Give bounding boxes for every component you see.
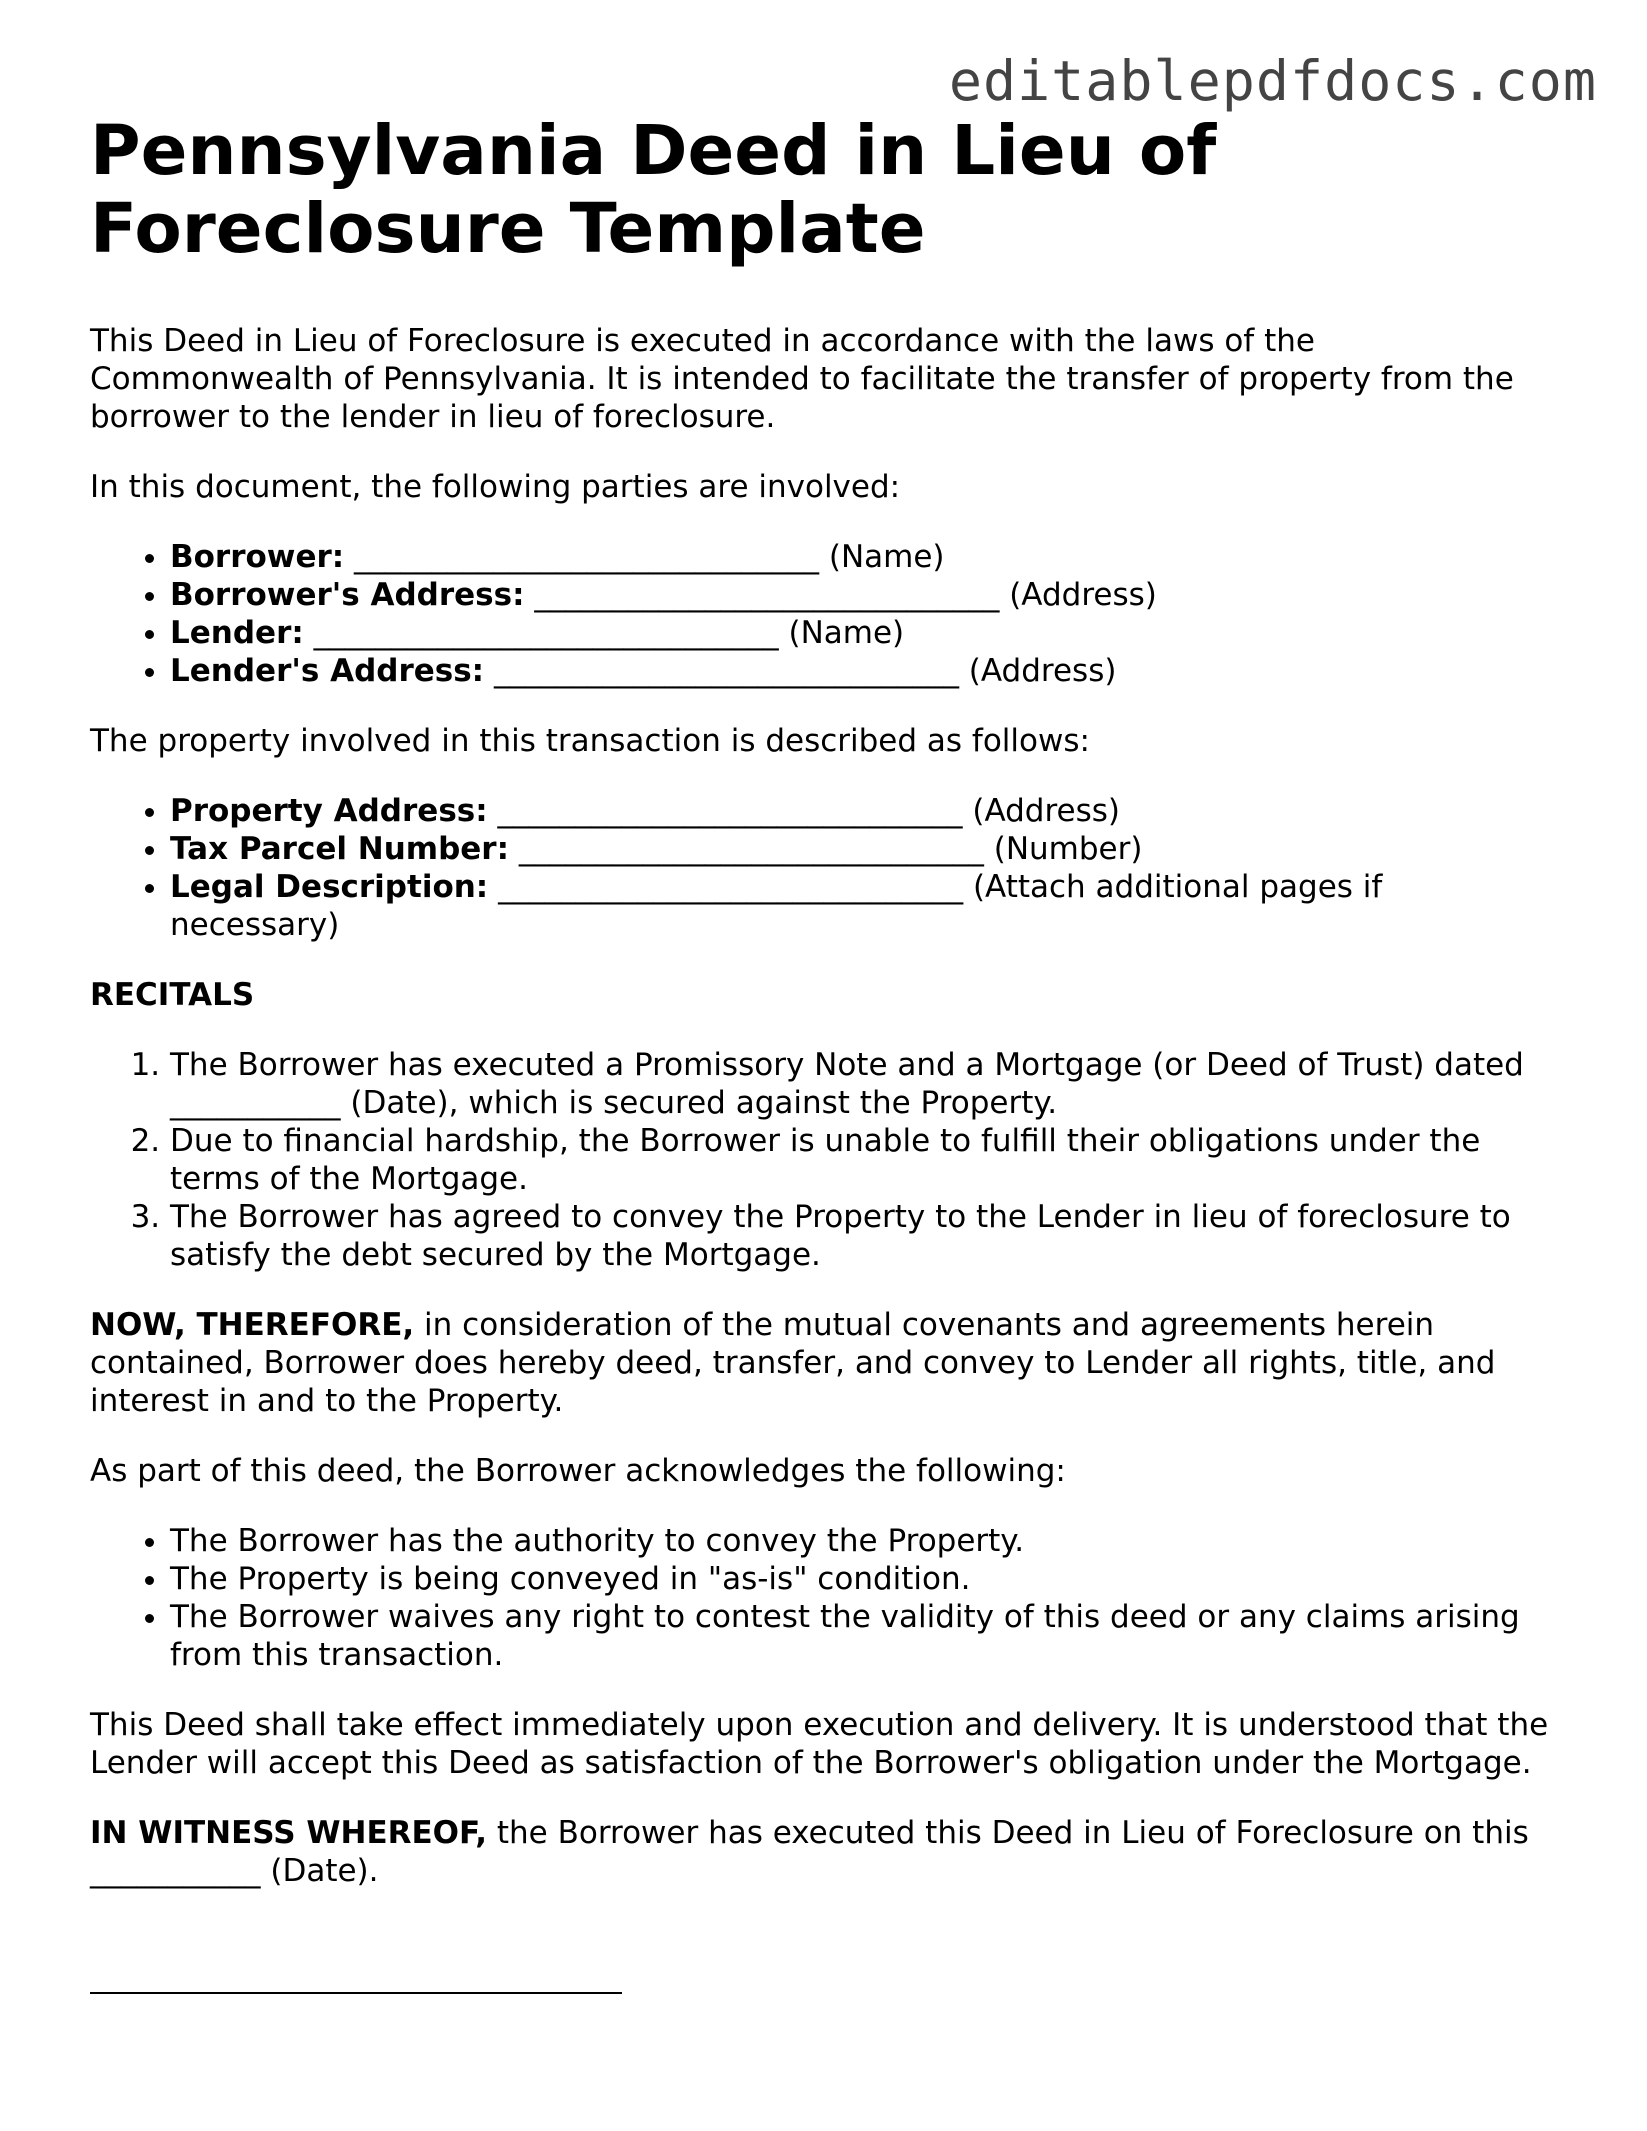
recitals-list	[90, 1046, 1560, 1274]
now-therefore-paragraph	[90, 1306, 1560, 1420]
field-label: Lender:	[170, 615, 304, 651]
field-hint: (Attach additional pages if necessary)	[170, 869, 1383, 943]
field-hint: (Name)	[828, 539, 945, 575]
field-label: Borrower:	[170, 539, 345, 575]
blank-line: ______________________________	[313, 615, 779, 651]
property-address	[170, 792, 1560, 830]
site-watermark: editablepdfdocs.com	[948, 49, 1597, 113]
parties-list	[90, 538, 1560, 690]
blank-line: ______________________________	[497, 793, 963, 829]
field-hint: (Number)	[993, 831, 1143, 867]
property-list	[90, 792, 1560, 944]
signature-line	[90, 1992, 622, 1994]
document-body	[90, 112, 1560, 1922]
blank-line: ______________________________	[354, 539, 820, 575]
field-label: Borrower's Address:	[170, 577, 525, 613]
recitals-heading: RECITALS	[90, 977, 255, 1013]
party-lender	[170, 614, 1560, 652]
blank-line: ______________________________	[518, 831, 984, 867]
field-label: Property Address:	[170, 793, 488, 829]
tax-parcel-number	[170, 830, 1560, 868]
party-lender-address	[170, 652, 1560, 690]
field-label: Legal Description:	[170, 869, 489, 905]
field-hint: (Address)	[1009, 577, 1157, 613]
document-title: Pennsylvania Deed in Lieu of Foreclosure Template	[90, 111, 1217, 269]
witness-paragraph	[90, 1814, 1560, 1890]
property-intro: The property involved in this transaction is described as follows:	[90, 723, 1090, 759]
now-therefore-lead: NOW, THEREFORE,	[90, 1307, 415, 1343]
blank-line: ______________________________	[498, 869, 964, 905]
party-borrower-address	[170, 576, 1560, 614]
witness-text: the Borrower has executed this Deed in Lieu of Foreclosure on this ___________ (Date).	[90, 1815, 1529, 1889]
blank-line: ______________________________	[534, 577, 1000, 613]
field-label: Tax Parcel Number:	[170, 831, 509, 867]
field-hint: (Address)	[968, 653, 1117, 689]
witness-lead: IN WITNESS WHEREOF,	[90, 1815, 488, 1851]
field-hint: (Address)	[972, 793, 1120, 829]
recital-item: 1. The Borrower has executed a Promissory Note and a Mortgage (or Deed of Trust) dated ___________ (Date), which is secured against the Property.	[170, 1046, 1560, 1122]
acknowledgements-intro: As part of this deed, the Borrower acknowledges the following:	[90, 1453, 1066, 1489]
recital-item: 2. Due to financial hardship, the Borrower is unable to fulfill their obligations under the terms of the Mortgage.	[170, 1122, 1560, 1198]
acknowledgements-list	[90, 1522, 1560, 1674]
parties-intro: In this document, the following parties are involved:	[90, 469, 901, 505]
field-hint: (Name)	[788, 615, 905, 651]
field-label: Lender's Address:	[170, 653, 485, 689]
legal-description	[170, 868, 1560, 944]
party-borrower	[170, 538, 1560, 576]
now-therefore-text: in consideration of the mutual covenants and agreements herein contained, Borrower does hereby deed, transfer, and convey to Lender all rights, title, and interest in and to the Property.	[90, 1307, 1496, 1419]
acknowledgement-item: • The Borrower has the authority to convey the Property.	[170, 1522, 1560, 1560]
recital-item: 3. The Borrower has agreed to convey the Property to the Lender in lieu of foreclosure to satisfy the debt secured by the Mortgage.	[170, 1198, 1560, 1274]
acknowledgement-item: • The Borrower waives any right to contest the validity of this deed or any claims arising from this transaction.	[170, 1598, 1560, 1674]
effect-paragraph: This Deed shall take effect immediately upon execution and delivery. It is understood that the Lender will accept this Deed as satisfaction of the Borrower's obligation under the Mortgage.	[90, 1707, 1549, 1781]
acknowledgement-item: • The Property is being conveyed in "as-is" condition.	[170, 1560, 1560, 1598]
blank-line: ______________________________	[493, 653, 959, 689]
intro-paragraph: This Deed in Lieu of Foreclosure is executed in accordance with the laws of the Commonwealth of Pennsylvania. It is intended to facilitate the transfer of property from the borrower to the lender in lieu of foreclosure.	[90, 323, 1514, 435]
